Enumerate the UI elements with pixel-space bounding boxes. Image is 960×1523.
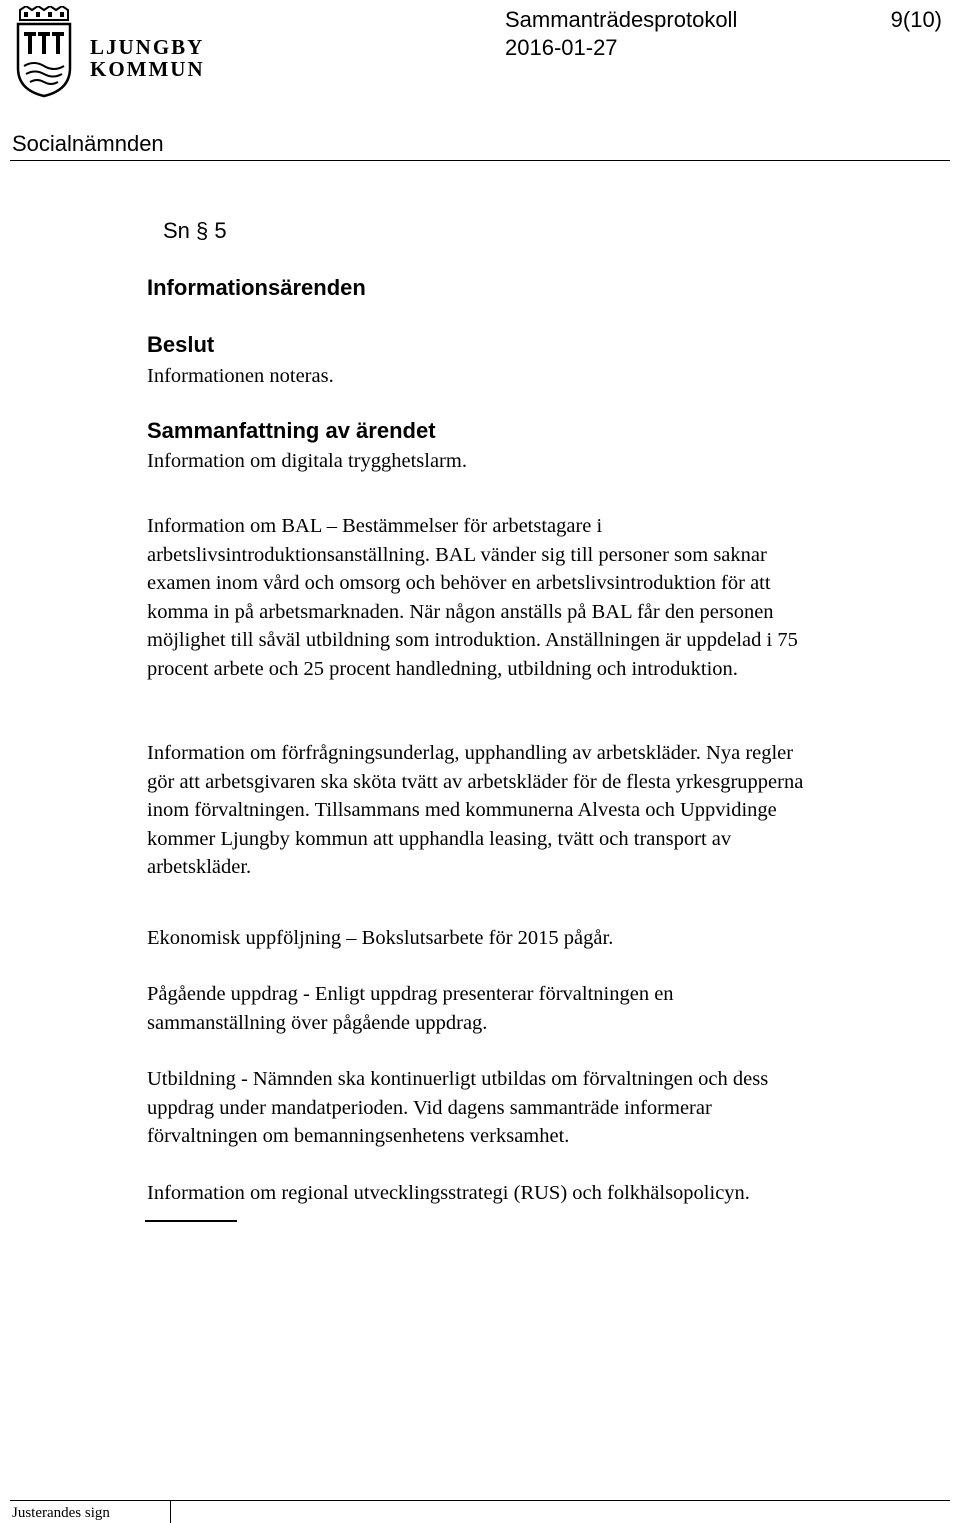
paragraph-line: arbetslivsintroduktionsanställning. BAL vänder sig till personer som saknar (147, 543, 767, 566)
paragraph-line: Information om regional utvecklingsstrategi (RUS) och folkhälsopolicyn. (147, 1182, 750, 1204)
paragraph-line: arbetskläder. (147, 856, 252, 879)
paragraph-line: förvaltningen om bemanningsenhetens verksamhet. (147, 1125, 570, 1148)
paragraph-line: Information om förfrågningsunderlag, upphandling av arbetskläder. Nya regler (147, 742, 794, 764)
paragraph-line: Ekonomisk uppföljning – Bokslutsarbete för 2015 pågår. (147, 927, 614, 949)
committee-name: Socialnämnden (12, 131, 164, 156)
document-title: Sammanträdesprotokoll (505, 7, 738, 32)
section-number: Sn § 5 (163, 218, 227, 243)
summary-text: Information om digitala trygghetslarm. (147, 450, 467, 472)
beslut-heading: Beslut (147, 332, 215, 357)
paragraph-line: kommer Ljungby kommun att upphandla leasing, tvätt och transport av (147, 827, 732, 850)
paragraph-pagaende (147, 980, 947, 1037)
paragraph-line: Pågående uppdrag - Enligt uppdrag presenterar förvaltningen en (147, 983, 674, 1005)
logo-line-2: KOMMUN (90, 57, 205, 81)
paragraph-ekonomisk (147, 924, 947, 953)
header-divider (10, 160, 950, 161)
logo-line-1: LJUNGBY (90, 35, 205, 59)
paragraph-line: examen inom vård och omsorg och behöver en arbetslivsintroduktion för att (147, 572, 771, 595)
paragraph-line: Information om BAL – Bestämmelser för arbetstagare i (147, 515, 603, 537)
paragraph-line: gör att arbetsgivaren ska sköta tvätt av arbetskläder för de flesta yrkesgrupperna (147, 770, 804, 793)
beslut-text: Informationen noteras. (147, 365, 334, 387)
footer-divider (10, 1500, 950, 1501)
paragraph-rus (147, 1179, 947, 1208)
municipality-logo-text (90, 36, 205, 80)
signature-box-divider (170, 1500, 171, 1523)
paragraph-arbetsklader (147, 739, 947, 882)
document-date: 2016-01-27 (505, 35, 618, 60)
municipality-crest-icon (14, 6, 74, 98)
paragraph-bal (147, 512, 947, 684)
summary-heading: Sammanfattning av ärendet (147, 418, 436, 443)
paragraph-line: Utbildning - Nämnden ska kontinuerligt utbildas om förvaltningen och dess (147, 1068, 769, 1090)
signature-label: Justerandes sign (12, 1505, 110, 1521)
paragraph-line: möjlighet till såväl utbildning som introduktion. Anställningen är uppdelad i 75 (147, 629, 798, 652)
paragraph-line: sammanställning över pågående uppdrag. (147, 1011, 488, 1034)
page-number: 9(10) (890, 7, 942, 32)
paragraph-utbildning (147, 1065, 947, 1151)
paragraph-line: procent arbete och 25 procent handledning, utbildning och introduktion. (147, 657, 738, 680)
paragraph-line: inom förvaltningen. Tillsammans med kommunerna Alvesta och Uppvidinge (147, 799, 777, 822)
paragraph-line: uppdrag under mandatperioden. Vid dagens sammanträde informerar (147, 1096, 712, 1119)
section-title: Informationsärenden (147, 275, 366, 300)
section-end-rule (145, 1220, 237, 1222)
paragraph-line: komma in på arbetsmarknaden. När någon anställs på BAL får den personen (147, 600, 774, 623)
